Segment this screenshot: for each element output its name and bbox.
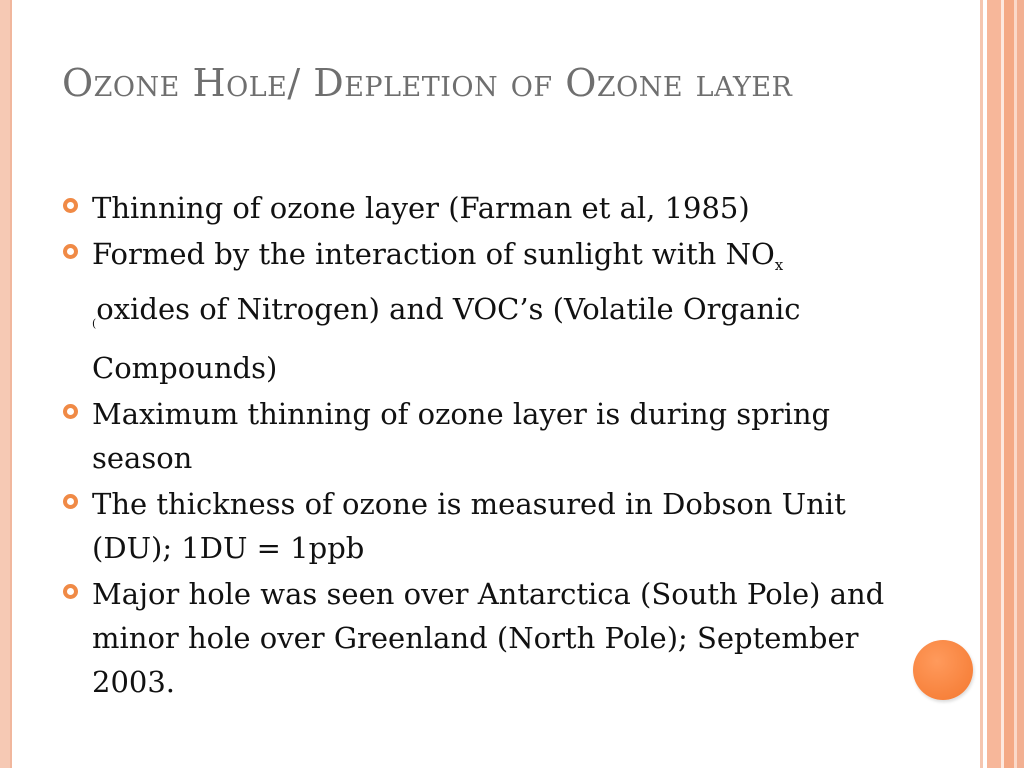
ring-bullet-icon [63,404,78,419]
ring-bullet-icon [63,198,78,213]
orange-circle-decoration [913,640,973,700]
bullet-list [62,186,892,706]
small-paren: ( [92,317,97,330]
bullet-item [62,186,892,230]
ring-bullet-icon [63,244,78,259]
ring-bullet-icon [63,494,78,509]
ring-bullet-icon [63,584,78,599]
bullet-item [62,572,892,704]
left-decorative-border [0,0,12,768]
bullet-text-continued: oxides of Nitrogen) and VOC’s (Volatile Organic Compounds) [92,292,801,385]
right-decorative-stripes [980,0,1024,768]
bullet-text: Thinning of ozone layer (Farman et al, 1985) [92,191,750,225]
bullet-text: Formed by the interaction of sunlight with NO [92,237,775,271]
bullet-item [62,482,892,570]
bullet-item [62,232,892,390]
subscript-x: x [774,256,784,274]
bullet-text: The thickness of ozone is measured in Dobson Unit (DU); 1DU = 1ppb [92,487,846,565]
slide-title: Ozone Hole/ Depletion of Ozone layer [62,61,793,105]
bullet-text: Maximum thinning of ozone layer is during spring season [92,397,831,475]
bullet-item [62,392,892,480]
bullet-text: Major hole was seen over Antarctica (South Pole) and minor hole over Greenland (North Pole); September 2003. [92,577,885,699]
